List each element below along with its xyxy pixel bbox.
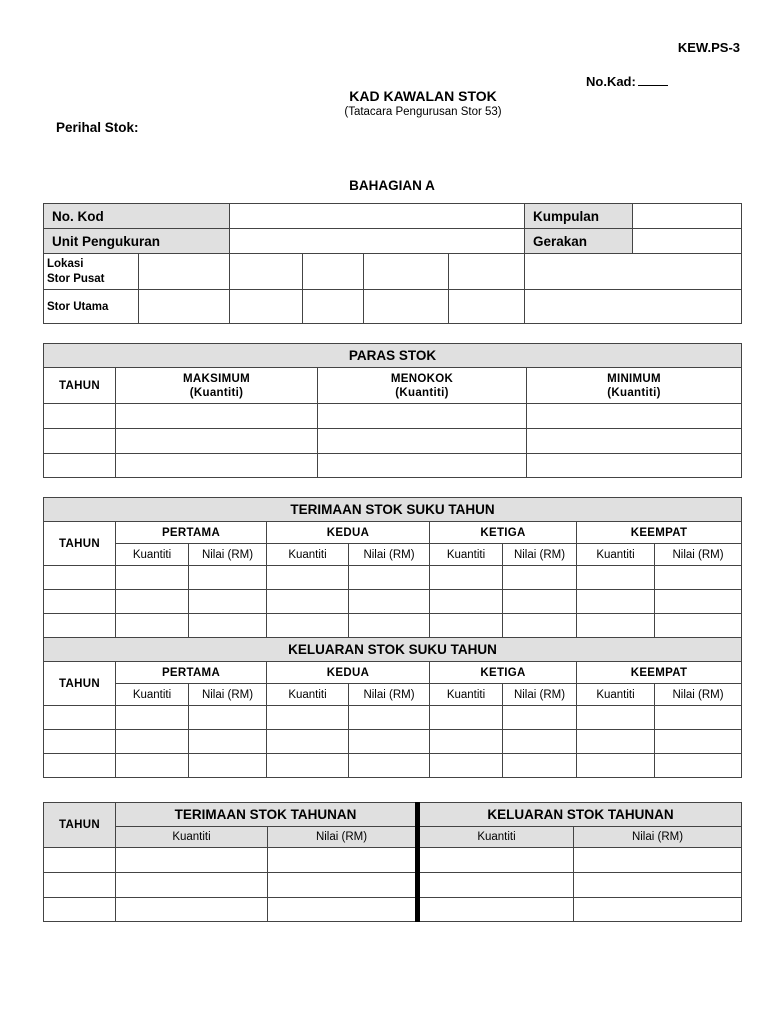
form-title: KAD KAWALAN STOK — [349, 88, 497, 104]
paras-stok-title: PARAS STOK — [44, 344, 742, 368]
terimaan-cell[interactable] — [503, 566, 577, 590]
perihal-stok-label: Perihal Stok: — [56, 120, 139, 135]
no-kod-label: No. Kod — [44, 204, 230, 229]
stor-pusat-cell[interactable] — [449, 254, 525, 290]
paras-cell[interactable] — [44, 454, 116, 478]
paras-cell[interactable] — [318, 404, 527, 429]
form-subtitle: (Tatacara Pengurusan Stor 53) — [344, 106, 502, 118]
paras-cell[interactable] — [318, 454, 527, 478]
stor-pusat-cell[interactable] — [139, 254, 230, 290]
maksimum-kuantiti-label: (Kuantiti) — [189, 386, 244, 399]
paras-cell[interactable] — [527, 404, 742, 429]
minimum-header — [527, 368, 742, 404]
annual-cell[interactable] — [44, 848, 116, 873]
nilai-header: Nilai (RM) — [268, 827, 418, 848]
paras-cell[interactable] — [116, 404, 318, 429]
keluaran-cell[interactable] — [349, 730, 430, 754]
keluaran-cell[interactable] — [267, 754, 349, 778]
keluaran-cell[interactable] — [267, 730, 349, 754]
maksimum-header — [116, 368, 318, 404]
keluaran-tahunan-title: KELUARAN STOK TAHUNAN — [418, 803, 742, 827]
quarterly-table — [43, 497, 742, 778]
stor-utama-cell[interactable] — [230, 290, 303, 324]
terimaan-cell[interactable] — [116, 566, 189, 590]
nilai-header: Nilai (RM) — [503, 544, 577, 566]
kuantiti-header: Kuantiti — [577, 544, 655, 566]
stor-utama-label: Stor Utama — [44, 290, 139, 324]
keluaran-cell[interactable] — [189, 730, 267, 754]
stor-pusat-label: Stor Pusat — [47, 272, 105, 285]
terimaan-cell[interactable] — [44, 614, 116, 638]
terimaan-cell[interactable] — [267, 614, 349, 638]
terimaan-cell[interactable] — [116, 590, 189, 614]
kuantiti-header: Kuantiti — [116, 827, 268, 848]
terimaan-cell[interactable] — [189, 590, 267, 614]
keluaran-cell[interactable] — [577, 754, 655, 778]
kuantiti-header: Kuantiti — [116, 544, 189, 566]
terimaan-cell[interactable] — [655, 590, 742, 614]
kuantiti-header: Kuantiti — [267, 684, 349, 706]
nilai-header: Nilai (RM) — [655, 544, 742, 566]
card-number-label: No.Kad: — [586, 74, 636, 89]
terimaan-tahun-header: TAHUN — [44, 522, 116, 566]
keluaran-cell[interactable] — [503, 706, 577, 730]
kuantiti-header: Kuantiti — [430, 544, 503, 566]
terimaan-cell[interactable] — [577, 614, 655, 638]
menokok-header — [318, 368, 527, 404]
annual-cell[interactable] — [574, 873, 742, 898]
card-number-field[interactable] — [586, 73, 668, 89]
terimaan-cell[interactable] — [349, 614, 430, 638]
no-kod-field[interactable] — [230, 204, 525, 229]
terimaan-pertama-header: PERTAMA — [116, 522, 267, 544]
keluaran-keempat-header: KEEMPAT — [577, 662, 742, 684]
unit-pengukuran-field[interactable] — [230, 229, 525, 254]
keluaran-cell[interactable] — [189, 754, 267, 778]
annual-cell[interactable] — [116, 848, 268, 873]
paras-cell[interactable] — [44, 429, 116, 454]
keluaran-cell[interactable] — [189, 706, 267, 730]
nilai-header: Nilai (RM) — [655, 684, 742, 706]
annual-cell[interactable] — [44, 873, 116, 898]
nilai-header: Nilai (RM) — [189, 544, 267, 566]
annual-cell[interactable] — [418, 873, 574, 898]
stor-utama-cell[interactable] — [449, 290, 525, 324]
paras-cell[interactable] — [116, 429, 318, 454]
keluaran-cell[interactable] — [655, 706, 742, 730]
keluaran-cell[interactable] — [430, 754, 503, 778]
kuantiti-header: Kuantiti — [418, 827, 574, 848]
terimaan-tahunan-title: TERIMAAN STOK TAHUNAN — [116, 803, 418, 827]
keluaran-cell[interactable] — [503, 754, 577, 778]
annual-cell[interactable] — [268, 848, 418, 873]
keluaran-tahun-header: TAHUN — [44, 662, 116, 706]
paras-cell[interactable] — [527, 454, 742, 478]
annual-cell[interactable] — [574, 898, 742, 922]
stor-pusat-cell[interactable] — [303, 254, 364, 290]
lokasi-label: Lokasi — [47, 257, 84, 270]
kumpulan-label: Kumpulan — [525, 204, 633, 229]
terimaan-keempat-header: KEEMPAT — [577, 522, 742, 544]
nilai-header: Nilai (RM) — [189, 684, 267, 706]
annual-cell[interactable] — [574, 848, 742, 873]
keluaran-cell[interactable] — [577, 730, 655, 754]
annual-table — [43, 802, 742, 922]
annual-tahun-header: TAHUN — [44, 803, 116, 848]
nilai-header: Nilai (RM) — [503, 684, 577, 706]
stor-utama-cell[interactable] — [303, 290, 364, 324]
nilai-header: Nilai (RM) — [574, 827, 742, 848]
keluaran-cell[interactable] — [577, 706, 655, 730]
annual-cell[interactable] — [44, 898, 116, 922]
annual-cell[interactable] — [418, 898, 574, 922]
gerakan-label: Gerakan — [525, 229, 633, 254]
terimaan-cell[interactable] — [189, 614, 267, 638]
keluaran-cell[interactable] — [655, 730, 742, 754]
terimaan-cell[interactable] — [349, 566, 430, 590]
terimaan-cell[interactable] — [44, 566, 116, 590]
keluaran-cell[interactable] — [267, 706, 349, 730]
keluaran-cell[interactable] — [116, 754, 189, 778]
keluaran-cell[interactable] — [349, 706, 430, 730]
minimum-kuantiti-label: (Kuantiti) — [607, 386, 661, 399]
unit-pengukuran-label: Unit Pengukuran — [44, 229, 230, 254]
lokasi-stor-pusat-label — [44, 254, 139, 290]
terimaan-cell[interactable] — [44, 590, 116, 614]
annual-cell[interactable] — [418, 848, 574, 873]
nilai-header: Nilai (RM) — [349, 544, 430, 566]
keluaran-kedua-header: KEDUA — [267, 662, 430, 684]
bahagian-a-title: BAHAGIAN A — [349, 178, 435, 193]
keluaran-cell[interactable] — [116, 730, 189, 754]
kuantiti-header: Kuantiti — [267, 544, 349, 566]
keluaran-suku-title: KELUARAN STOK SUKU TAHUN — [44, 638, 742, 662]
keluaran-cell[interactable] — [430, 730, 503, 754]
terimaan-cell[interactable] — [349, 590, 430, 614]
kuantiti-header: Kuantiti — [577, 684, 655, 706]
stor-utama-cell[interactable] — [364, 290, 449, 324]
annual-cell[interactable] — [116, 898, 268, 922]
paras-cell[interactable] — [527, 429, 742, 454]
keluaran-pertama-header: PERTAMA — [116, 662, 267, 684]
paras-tahun-header: TAHUN — [44, 368, 116, 404]
stor-utama-cell[interactable] — [139, 290, 230, 324]
maksimum-label: MAKSIMUM — [183, 372, 250, 385]
bahagian-a-table — [43, 203, 742, 324]
nilai-header: Nilai (RM) — [349, 684, 430, 706]
annual-cell[interactable] — [268, 898, 418, 922]
terimaan-cell[interactable] — [267, 566, 349, 590]
terimaan-cell[interactable] — [577, 566, 655, 590]
terimaan-cell[interactable] — [116, 614, 189, 638]
keluaran-cell[interactable] — [44, 754, 116, 778]
keluaran-ketiga-header: KETIGA — [430, 662, 577, 684]
terimaan-cell[interactable] — [503, 590, 577, 614]
terimaan-cell[interactable] — [430, 566, 503, 590]
kuantiti-header: Kuantiti — [430, 684, 503, 706]
paras-cell[interactable] — [44, 404, 116, 429]
paras-stok-table — [43, 343, 742, 478]
stor-pusat-cell[interactable] — [230, 254, 303, 290]
keluaran-cell[interactable] — [503, 730, 577, 754]
annual-cell[interactable] — [268, 873, 418, 898]
paras-cell[interactable] — [116, 454, 318, 478]
keluaran-cell[interactable] — [44, 730, 116, 754]
keluaran-cell[interactable] — [44, 706, 116, 730]
terimaan-kedua-header: KEDUA — [267, 522, 430, 544]
keluaran-cell[interactable] — [430, 706, 503, 730]
terimaan-cell[interactable] — [430, 614, 503, 638]
keluaran-cell[interactable] — [116, 706, 189, 730]
terimaan-cell[interactable] — [189, 566, 267, 590]
terimaan-cell[interactable] — [655, 614, 742, 638]
minimum-label: MINIMUM — [607, 372, 661, 385]
terimaan-ketiga-header: KETIGA — [430, 522, 577, 544]
kuantiti-header: Kuantiti — [116, 684, 189, 706]
keluaran-cell[interactable] — [349, 754, 430, 778]
card-number-blank[interactable] — [638, 73, 668, 86]
menokok-kuantiti-label: (Kuantiti) — [395, 386, 449, 399]
terimaan-cell[interactable] — [503, 614, 577, 638]
menokok-label: MENOKOK — [390, 372, 454, 385]
annual-cell[interactable] — [116, 873, 268, 898]
stor-pusat-cell[interactable] — [364, 254, 449, 290]
paras-cell[interactable] — [318, 429, 527, 454]
kumpulan-field[interactable] — [633, 204, 742, 229]
gerakan-field[interactable] — [633, 229, 742, 254]
terimaan-cell[interactable] — [430, 590, 503, 614]
stor-utama-cell[interactable] — [525, 290, 742, 324]
terimaan-cell[interactable] — [655, 566, 742, 590]
terimaan-cell[interactable] — [577, 590, 655, 614]
stor-pusat-cell[interactable] — [525, 254, 742, 290]
form-code: KEW.PS-3 — [677, 40, 740, 55]
terimaan-cell[interactable] — [267, 590, 349, 614]
keluaran-cell[interactable] — [655, 754, 742, 778]
terimaan-suku-title: TERIMAAN STOK SUKU TAHUN — [44, 498, 742, 522]
